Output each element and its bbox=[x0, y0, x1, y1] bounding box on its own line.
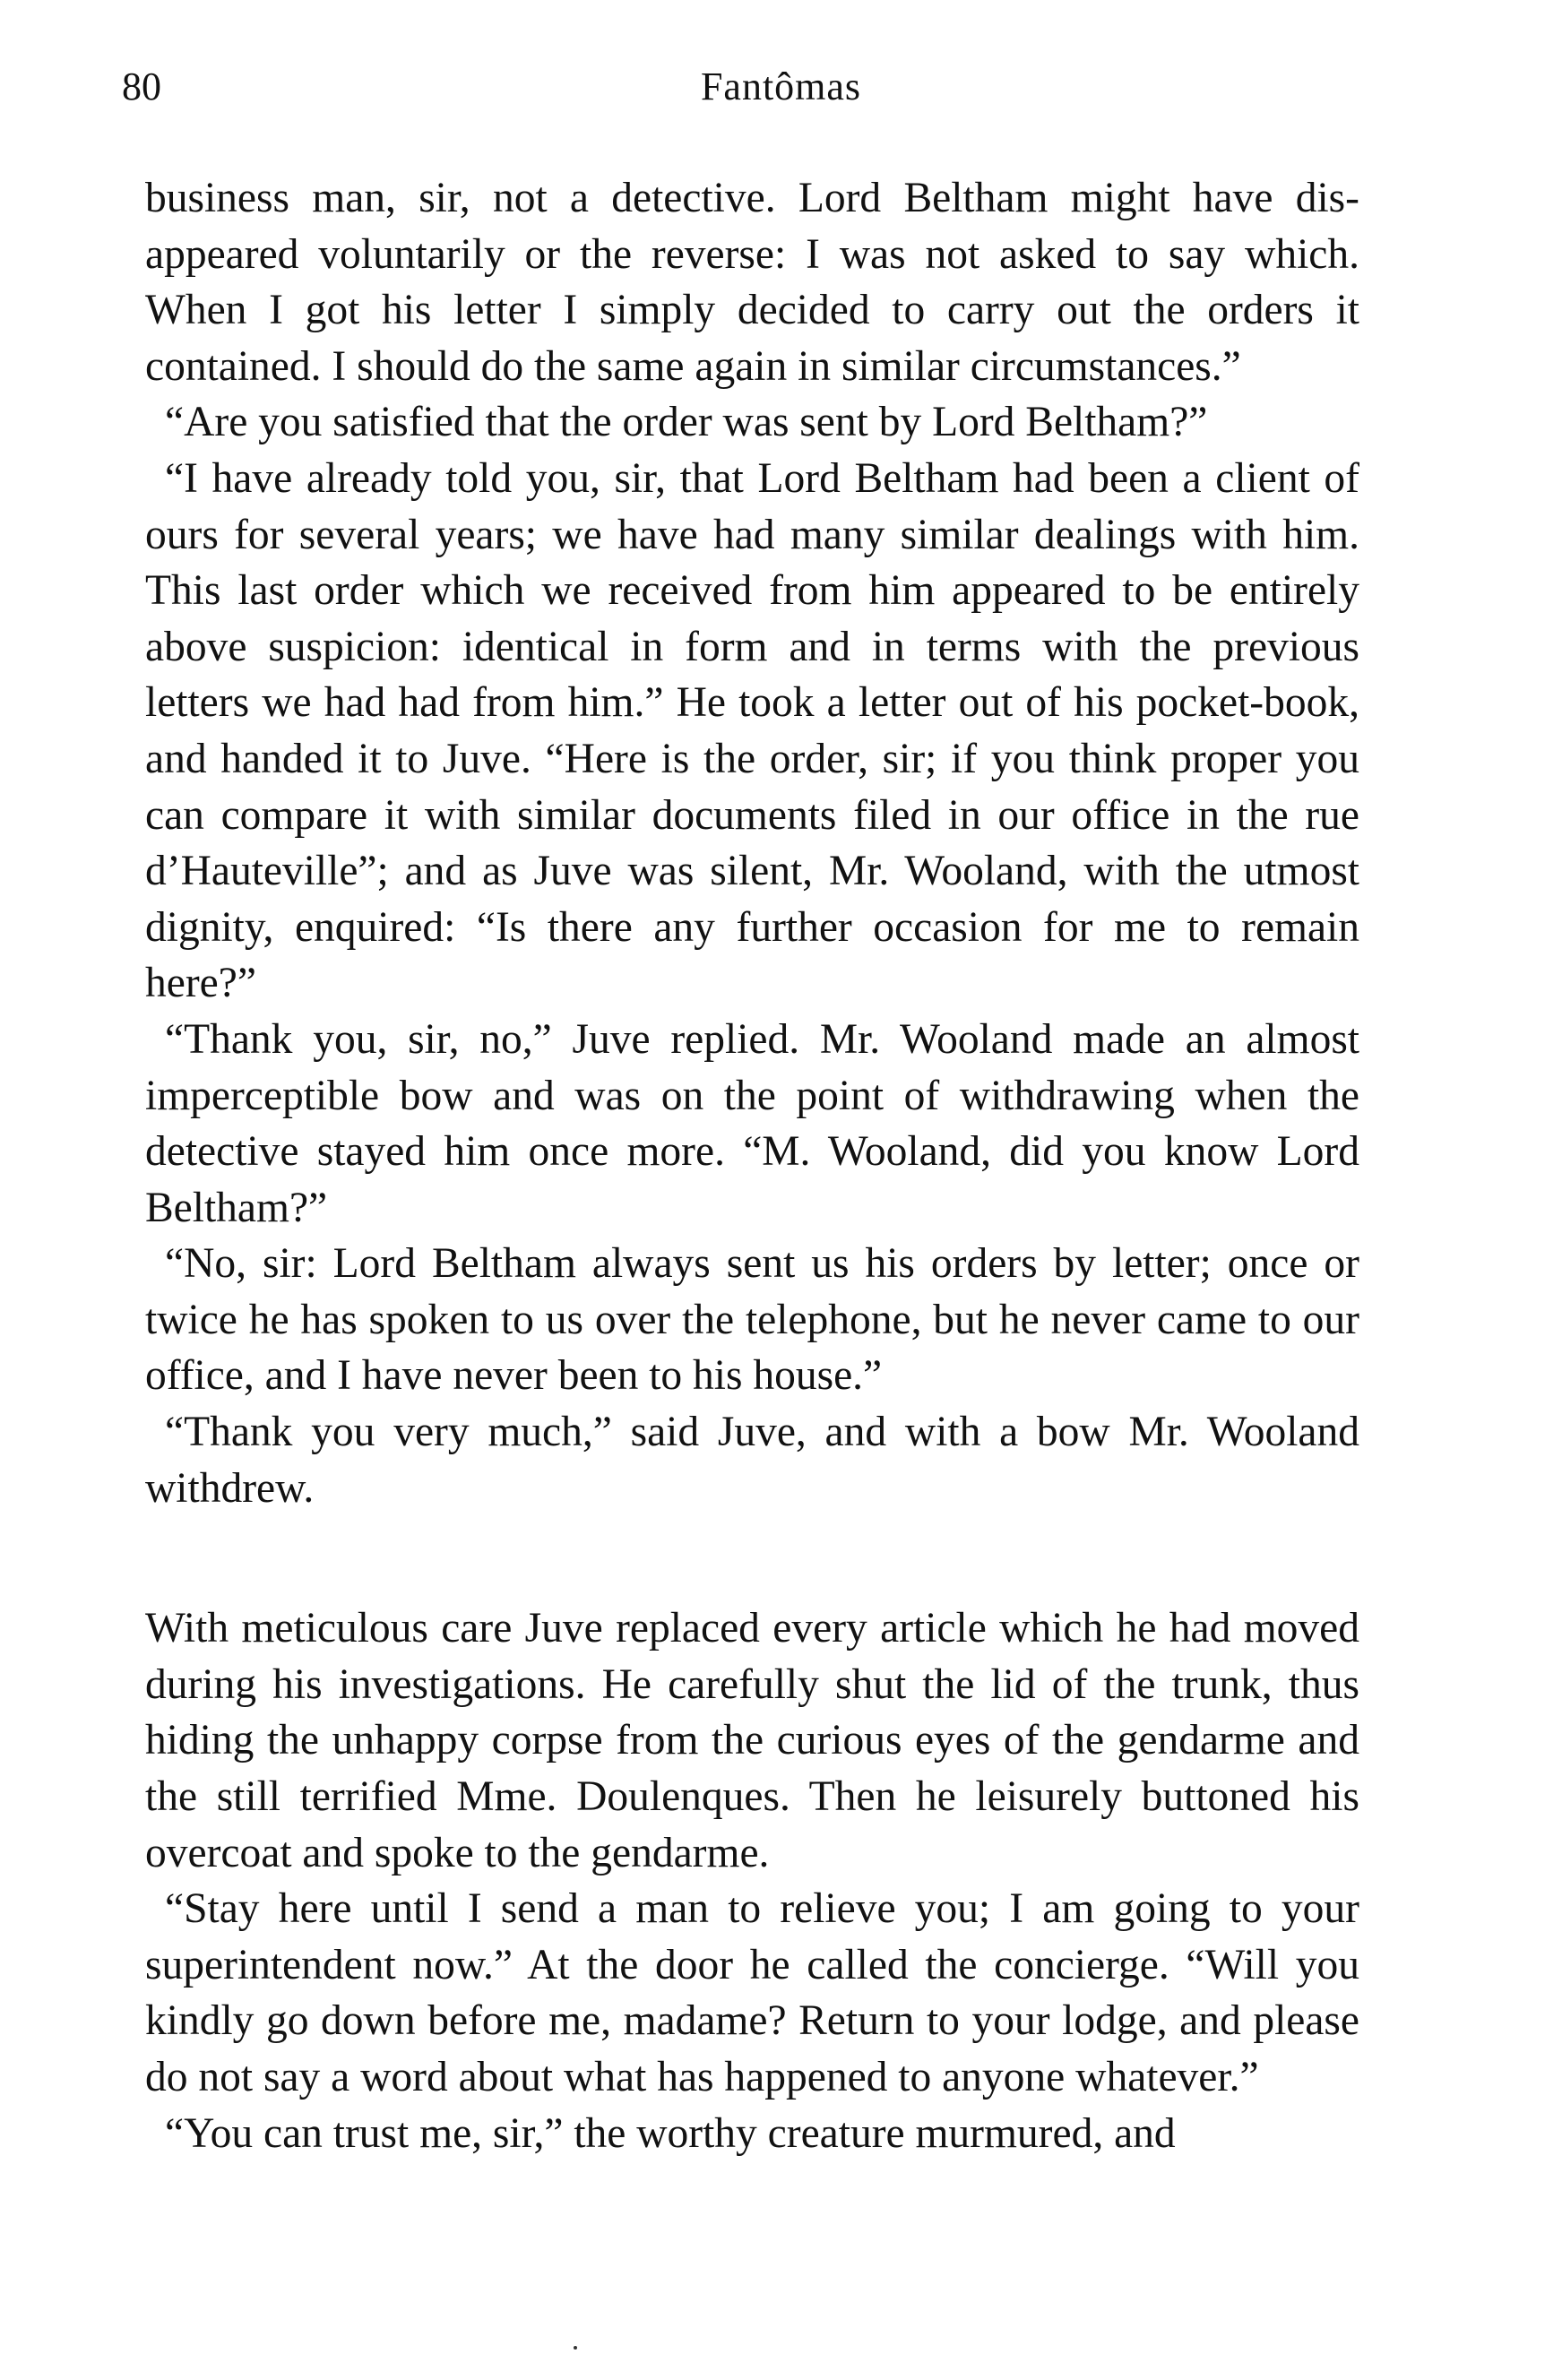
book-title: Fantômas bbox=[700, 65, 862, 108]
section-break bbox=[145, 1516, 1359, 1600]
paragraph-1: business man, sir, not a detective. Lord Beltham might have disappeared voluntarily or the reverse: I was not asked to say which. When I got his letter I simply decided to carry out the orders it contained. I should do the same again in similar circumstances.” bbox=[145, 175, 1359, 390]
paragraph-3: “I have already told you, sir, that Lord Beltham had been a client of ours for several years; we have had many similar dealings with him. This last order which we received from him appeared to be entirely above suspicion: identical in form and in terms with the previous letters we had had from him.” He took a letter out of his pocket-book, and handed it to Juve. “Here is the order, sir; if you think proper you can compare it with similar documents filed in our office in the rue d’Hauteville”; and as Juve was silent, Mr. Wooland, with the utmost dignity, enquired: “Is there any further occasion for me to remain here?” bbox=[145, 454, 1359, 1007]
running-header bbox=[0, 56, 1562, 118]
page-number: 80 bbox=[122, 65, 161, 108]
body-text bbox=[145, 170, 1359, 2161]
paragraph-7: With meticulous care Juve replaced every article which he had moved during his investigations. He carefully shut the lid of the trunk, thus hiding the unhappy corpse from the curious eyes of the gendarme and the still terrified Mme. Doulenques. Then he leisurely buttoned his overcoat and spoke to the gendarme. bbox=[145, 1605, 1359, 1876]
paragraph-8: “Stay here until I send a man to relieve you; I am going to your superintendent now.” At the door he called the concierge. “Will you kindly go down before me, madame? Return to your lodge, and please do not say a word about what has happened to anyone whatever.” bbox=[145, 1885, 1359, 2100]
paragraph-2: “Are you satisfied that the order was sent by Lord Beltham?” bbox=[165, 399, 1208, 446]
paragraph-9: “You can trust me, sir,” the worthy creature murmured, and bbox=[165, 2109, 1176, 2157]
print-speck bbox=[574, 2346, 577, 2350]
paragraph-5: “No, sir: Lord Beltham always sent us his orders by letter; once or twice he has spoken to us over the telephone, but he never came to our office, and I have never been to his house.” bbox=[145, 1240, 1359, 1400]
paragraph-6: “Thank you very much,” said Juve, and with a bow Mr. Wooland withdrew. bbox=[145, 1409, 1359, 1512]
paragraph-4: “Thank you, sir, no,” Juve replied. Mr. Wooland made an almost imperceptible bow and was on the point of withdrawing when the detective stayed him once more. “M. Wooland, did you know Lord Beltham?” bbox=[145, 1015, 1359, 1231]
